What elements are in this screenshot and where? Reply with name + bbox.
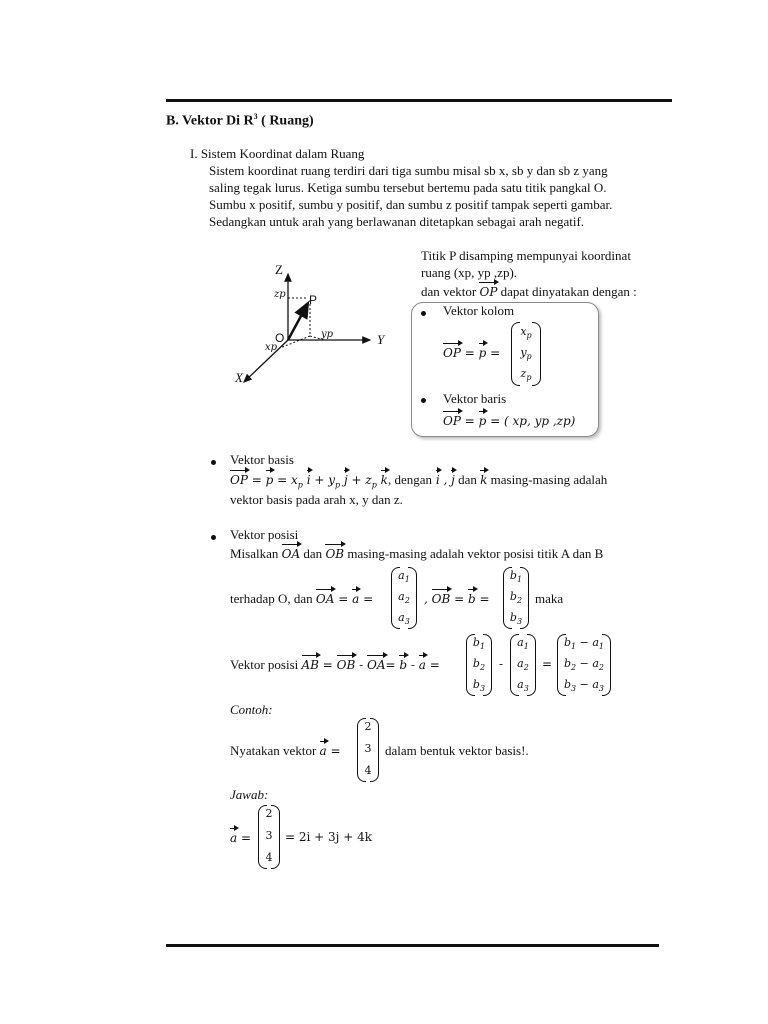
equals-sign: = <box>542 657 553 671</box>
bullet <box>211 535 216 540</box>
posisi-line-1: Misalkan OA dan OB masing-masing adalah vektor posisi titik A dan B <box>230 546 604 561</box>
jawab-lhs: a = <box>230 831 252 845</box>
ab-expr: Vektor posisi AB = OB - OA= b - a = <box>230 657 440 672</box>
subsection-label: I. Sistem Koordinat dalam Ruang <box>190 146 365 161</box>
posisi-label: Vektor posisi <box>230 527 299 542</box>
jawab-val-2: 3 <box>265 829 273 842</box>
op-vector <box>288 303 308 340</box>
posisi-dan: dan <box>303 546 323 561</box>
posisi-terhadap: terhadap O, dan <box>230 591 313 606</box>
basis-tail: masing-masing adalah <box>490 472 608 487</box>
p-vec-kolom: p <box>478 346 487 360</box>
label-zp: zp <box>274 289 286 300</box>
baris-expr: OP = p = ( xp, yp ,zp) <box>443 414 576 428</box>
basis-expr: OP = $p = x_p$ $i + y_p$ $j + z_p$ k, dengan i , j dan k masing-masing adalah <box>230 472 608 490</box>
p-vec-baris: p <box>478 414 487 428</box>
section-title-end: ( Ruang) <box>257 113 314 129</box>
contoh-matrix <box>357 718 379 782</box>
basis-label: Vektor basis <box>230 452 294 467</box>
contoh-text2: dalam bentuk vektor basis!. <box>385 743 529 758</box>
side-line-3a: dan vektor <box>421 284 480 299</box>
op-vec: OP <box>479 285 498 299</box>
ob-expr: , OB = b = <box>424 592 490 606</box>
kolom-label: Vektor kolom <box>443 303 515 318</box>
kolom-expr: OP = p = <box>443 346 501 360</box>
contoh-text: Nyatakan vektor a = <box>230 743 341 758</box>
label-yp: yp <box>321 329 334 340</box>
op-vec-baris: OP <box>443 414 461 428</box>
b-matrix: $b_1$ $b_2$ $b_3$ <box>503 567 529 629</box>
contoh-label: Contoh: <box>230 702 273 717</box>
posisi-vp-label: Vektor posisi <box>230 657 299 672</box>
basis-line-2: vektor basis pada arah x, y dan z. <box>230 492 403 507</box>
top-rule <box>166 99 672 102</box>
para-line-1: Sistem koordinat ruang terdiri dari tiga sumbu misal sb x, sb y dan sb z yang <box>209 163 608 178</box>
section-title <box>166 112 314 130</box>
maka: maka <box>535 591 564 606</box>
label-X: X <box>235 370 243 385</box>
side-line-3 <box>421 284 637 300</box>
posisi-misalkan: Misalkan <box>230 546 279 561</box>
posisi-line1-tail: masing-masing adalah vektor posisi titik A dan B <box>347 546 604 561</box>
side-line-3b: dapat dinyatakan dengan : <box>497 284 637 299</box>
side-line-1: Titik P disamping mempunyai koordinat <box>421 248 631 263</box>
jawab-label: Jawab: <box>230 787 269 802</box>
ab-result-matrix: $b_1 - a_1$ $b_2 - a_2$ $b_3 - a_3$ <box>557 634 611 696</box>
bullet <box>421 311 426 316</box>
contoh-val-1: 2 <box>364 720 372 733</box>
contoh-text1: Nyatakan vektor <box>230 743 317 758</box>
label-Y: Y <box>377 332 385 347</box>
jawab-result: = 2i + 3j + 4k <box>285 830 372 844</box>
side-line-2: ruang (xp, yp ,zp). <box>421 265 518 280</box>
ab-a-matrix: $a_1$ $a_2$ $a_3$ <box>510 634 536 696</box>
label-O: O <box>275 331 285 345</box>
minus-sign: - <box>499 657 504 671</box>
jawab-val-3: 4 <box>265 851 273 864</box>
jawab-val-1: 2 <box>265 807 273 820</box>
contoh-val-2: 3 <box>364 742 372 755</box>
label-Z: Z <box>275 262 283 277</box>
basis-dengan: , dengan <box>387 472 432 487</box>
baris-label: Vektor baris <box>443 391 507 406</box>
axes-figure <box>228 258 398 388</box>
section-title-sup: 3 <box>253 112 258 121</box>
jawab-matrix <box>258 805 280 869</box>
kolom-matrix: $x_p$ $y_p$ $z_p$ <box>511 322 541 386</box>
label-P: P <box>309 293 318 307</box>
a-matrix: $a_1$ $a_2$ $a_3$ <box>391 567 417 629</box>
para-line-2: saling tegak lurus. Ketiga sumbu tersebut bertemu pada satu titik pangkal O. <box>209 180 607 195</box>
ab-b-matrix: $b_1$ $b_2$ $b_3$ <box>466 634 492 696</box>
op-vec-kolom: OP <box>443 346 461 360</box>
posisi-line-2: terhadap O, dan OA = a = <box>230 591 374 606</box>
bullet <box>421 398 426 403</box>
baris-values: = ( xp, yp ,zp) <box>490 414 576 428</box>
bottom-rule <box>166 944 659 947</box>
label-xp: xp <box>265 342 278 353</box>
para-line-3: Sumbu x positif, sumbu y positif, dan sumbu z positif tampak seperti gambar. <box>209 197 613 212</box>
para-line-4: Sedangkan untuk arah yang berlawanan ditetapkan sebagai arah negatif. <box>209 214 585 229</box>
contoh-val-3: 4 <box>364 764 372 777</box>
bullet <box>211 460 216 465</box>
basis-dan: dan <box>458 472 477 487</box>
section-title-text: B. Vektor Di R <box>166 113 254 129</box>
